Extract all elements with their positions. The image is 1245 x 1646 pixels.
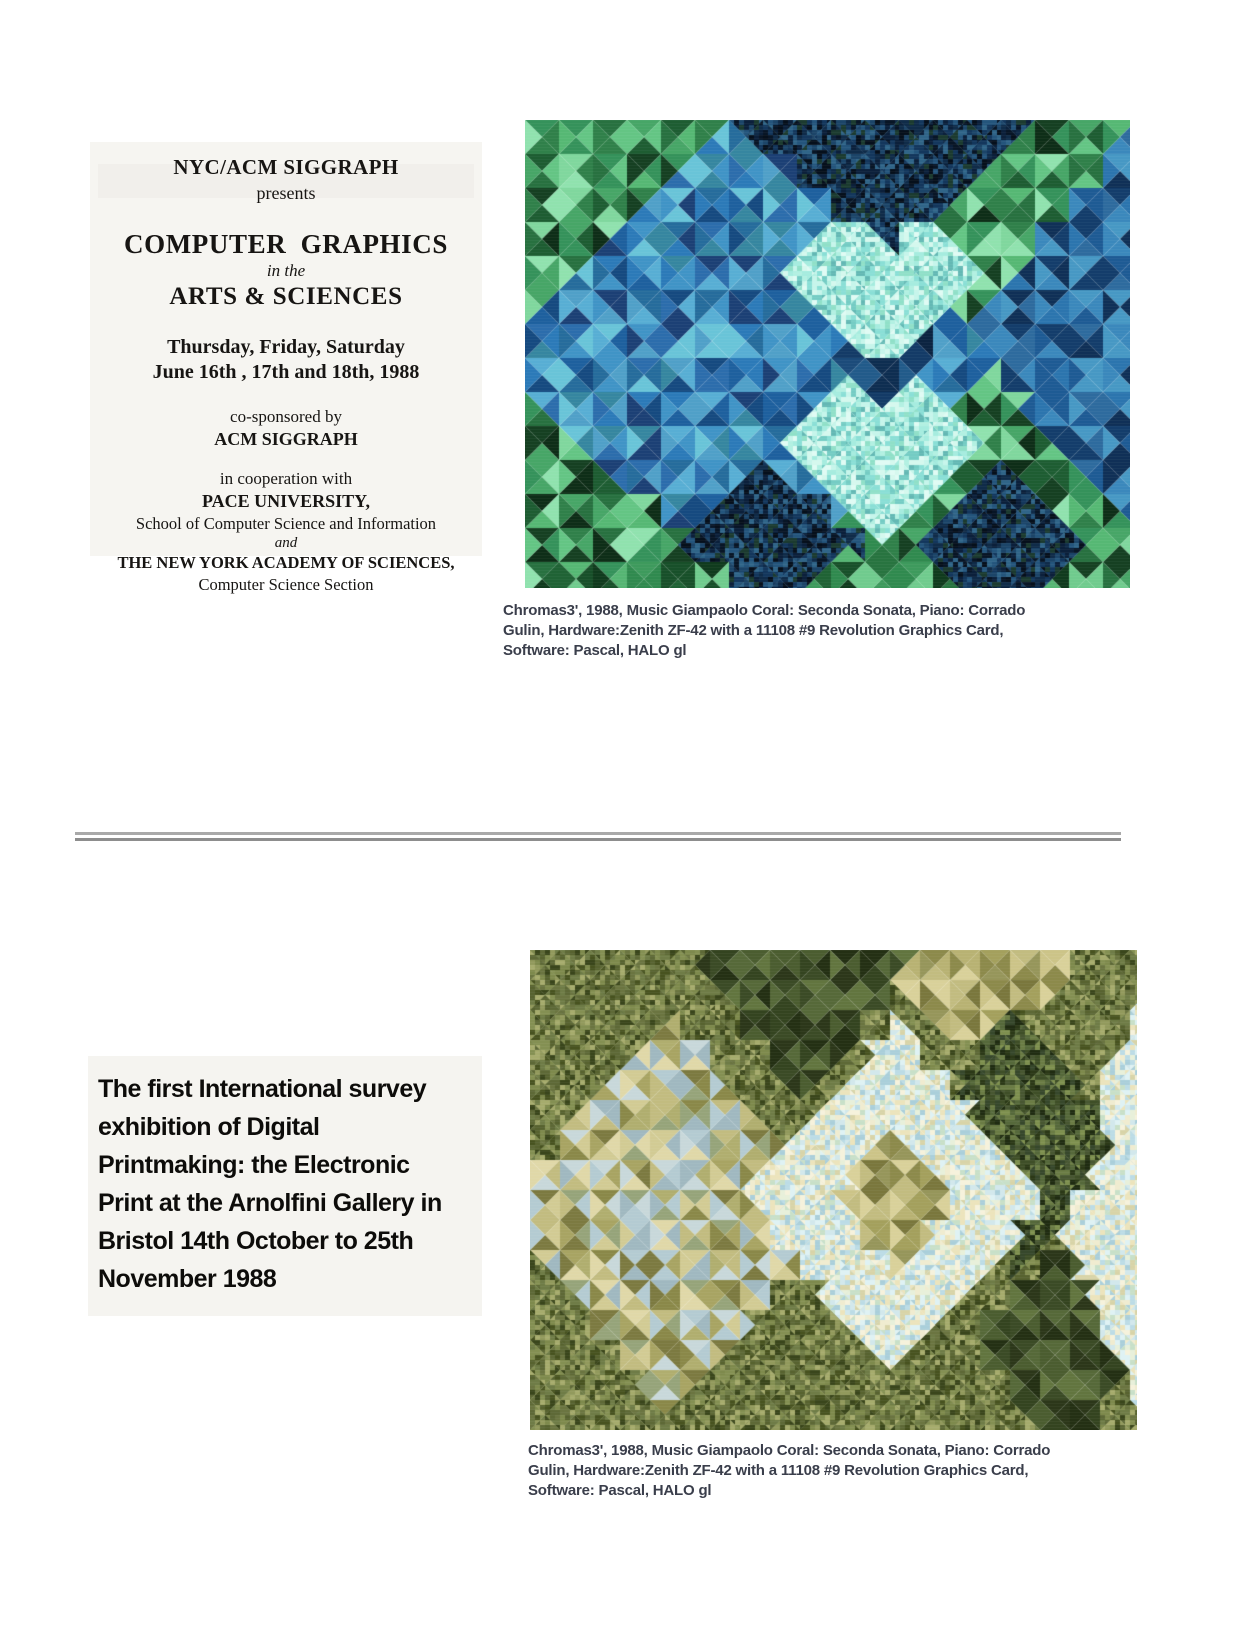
poster-organization: NYC/ACM SIGGRAPH: [173, 155, 399, 179]
caption-line: Software: Pascal, HALO gl: [503, 642, 687, 659]
exhibition-line: Printmaking: the Electronic: [98, 1151, 410, 1179]
artwork2-caption: [528, 1441, 1153, 1501]
exhibition-line: Bristol 14th October to 25th: [98, 1227, 414, 1255]
poster-cosponsored-label: co-sponsored by: [230, 407, 342, 426]
caption-line: Software: Pascal, HALO gl: [528, 1482, 712, 1499]
poster-event-days: Thursday, Friday, Saturday: [167, 336, 405, 358]
poster-and-connector: and: [274, 535, 298, 551]
exhibition-line: Print at the Arnolfini Gallery in: [98, 1189, 442, 1217]
exhibition-announcement-block: [88, 1056, 482, 1316]
exhibition-line: The first International survey: [98, 1075, 427, 1103]
poster-title-connector: in the: [266, 261, 306, 280]
caption-line: Chromas3', 1988, Music Giampaolo Coral: Seconda Sonata, Piano: Corrado: [503, 602, 1026, 619]
chromas3-artwork-blue-mosaic: [525, 120, 1130, 588]
caption-line: Chromas3', 1988, Music Giampaolo Coral: Seconda Sonata, Piano: Corrado: [528, 1442, 1051, 1459]
poster-academy: THE NEW YORK ACADEMY OF SCIENCES,: [117, 553, 455, 572]
artwork1-caption: [503, 601, 1128, 661]
poster-academy-section: Computer Science Section: [198, 575, 374, 594]
siggraph-poster-text-block: [90, 142, 482, 594]
exhibition-line: exhibition of Digital: [98, 1113, 320, 1141]
poster-title-line1: COMPUTER GRAPHICS: [124, 229, 448, 259]
section-divider-double-rule: [75, 832, 1121, 841]
poster-sponsor: ACM SIGGRAPH: [214, 429, 358, 449]
poster-title-line2: ARTS & SCIENCES: [169, 283, 403, 310]
poster-event-dates: June 16th , 17th and 18th, 1988: [152, 361, 420, 383]
poster-university: PACE UNIVERSITY,: [201, 491, 371, 511]
exhibition-line: November 1988: [98, 1265, 277, 1293]
poster-presents: presents: [256, 183, 316, 203]
caption-line: Gulin, Hardware:Zenith ZF-42 with a 11108 #9 Revolution Graphics Card,: [503, 622, 1004, 639]
caption-line: Gulin, Hardware:Zenith ZF-42 with a 11108 #9 Revolution Graphics Card,: [528, 1462, 1029, 1479]
poster-school: School of Computer Science and Information: [135, 514, 437, 533]
chromas3-artwork-green-mosaic: [530, 950, 1137, 1430]
poster-cooperation-label: in cooperation with: [219, 469, 353, 488]
